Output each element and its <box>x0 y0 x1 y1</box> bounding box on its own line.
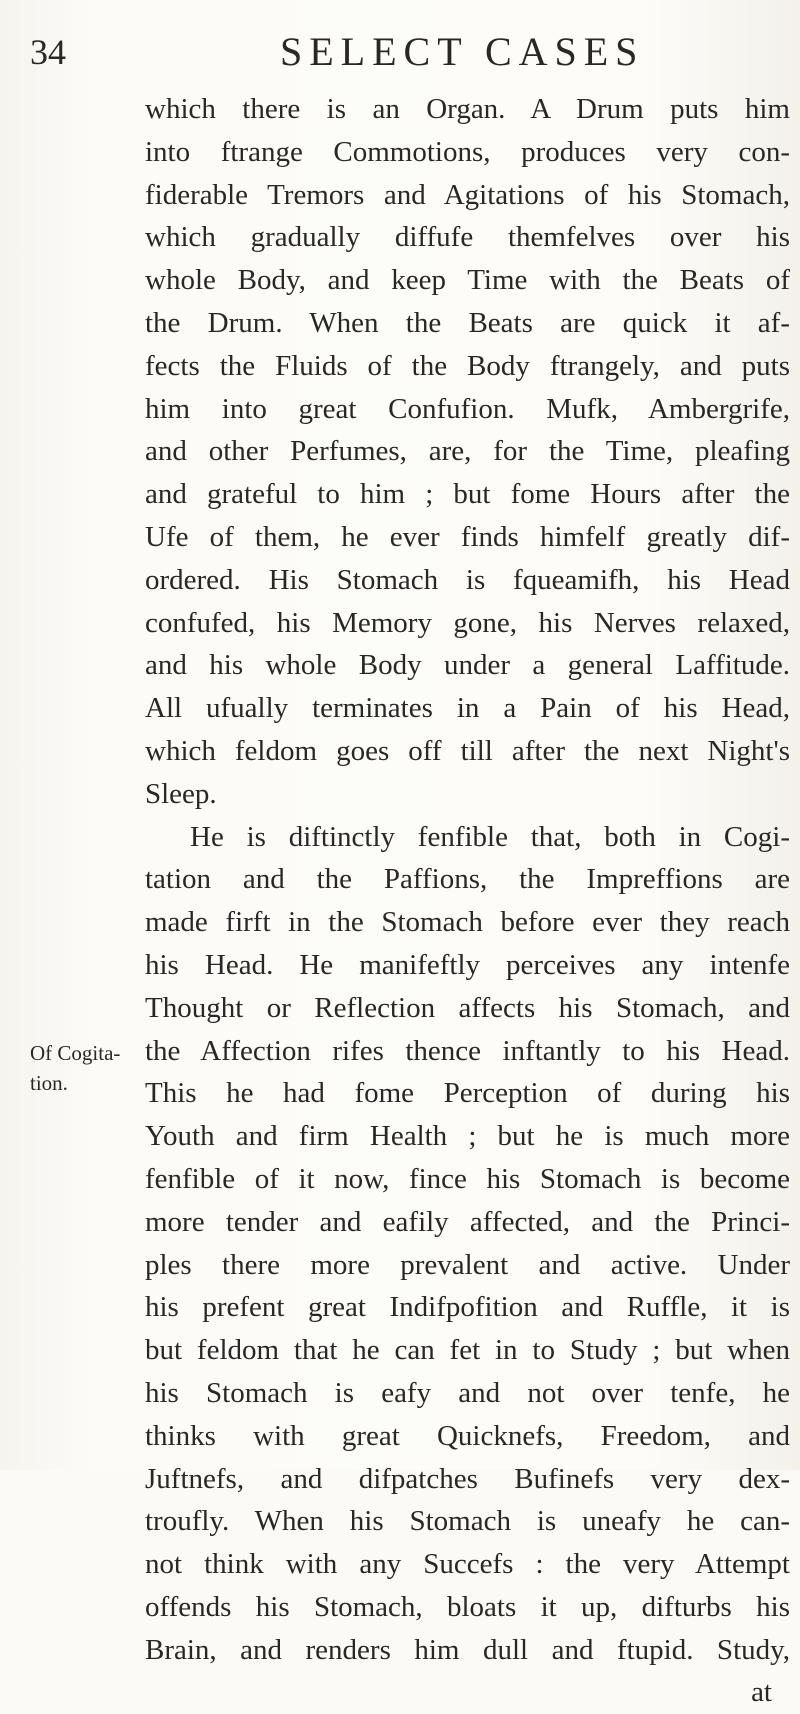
text-line: more tender and eafily affected, and the Princi- <box>145 1205 790 1238</box>
text-line: thinks with great Quicknefs, Freedom, and <box>145 1419 790 1452</box>
text-line: and grateful to him ; but fome Hours after the <box>145 478 790 511</box>
text-line: Thought or Reflection affects his Stomach, and <box>145 991 790 1024</box>
text-line: not think with any Succefs : the very Attempt <box>145 1548 790 1581</box>
catchword: at <box>751 1676 772 1709</box>
text-line: Youth and firm Health ; but he is much more <box>145 1120 790 1153</box>
text-line: the Affection rifes thence inftantly to his Head. <box>145 1034 790 1067</box>
text-line: made firft in the Stomach before ever they reach <box>145 906 790 939</box>
text-line: fenfible of it now, fince his Stomach is become <box>145 1162 790 1195</box>
margin-note-line: tion. <box>30 1071 68 1095</box>
text-line: offends his Stomach, bloats it up, difturbs his <box>145 1590 790 1623</box>
text-line: his prefent great Indifpofition and Ruffle, it is <box>145 1291 790 1324</box>
text-line: into ftrange Commotions, produces very con- <box>145 135 790 168</box>
text-line: fiderable Tremors and Agitations of his Stomach, <box>145 178 790 211</box>
margin-note <box>30 1038 130 1098</box>
text-line: ples there more prevalent and active. Under <box>145 1248 790 1281</box>
text-line: his Stomach is eafy and not over tenfe, he <box>145 1376 790 1409</box>
text-line: All ufually terminates in a Pain of his Head, <box>145 692 790 725</box>
text-line: and his whole Body under a general Laffitude. <box>145 649 790 682</box>
text-line: which feldom goes off till after the next Night's <box>145 734 790 767</box>
text-line: his Head. He manifeftly perceives any intenfe <box>145 948 790 981</box>
text-line: Juftnefs, and difpatches Bufinefs very dex- <box>145 1462 790 1495</box>
text-line: whole Body, and keep Time with the Beats of <box>145 264 790 297</box>
text-line: Ufe of them, he ever finds himfelf greatly dif- <box>145 520 790 553</box>
text-line: fects the Fluids of the Body ftrangely, and puts <box>145 349 790 382</box>
page-number: 34 <box>30 32 66 72</box>
text-line: Sleep. <box>145 777 217 810</box>
text-line: He is diftinctly fenfible that, both in Cogi- <box>190 820 790 853</box>
text-line: tation and the Paffions, the Impreffions are <box>145 863 790 896</box>
text-line: confufed, his Memory gone, his Nerves relaxed, <box>145 606 790 639</box>
text-line: ordered. His Stomach is fqueamifh, his Head <box>145 563 790 596</box>
margin-note-line: Of Cogita- <box>30 1041 121 1065</box>
text-line: him into great Confufion. Mufk, Ambergrife, <box>145 392 790 425</box>
text-line: but feldom that he can fet in to Study ; but when <box>145 1334 790 1367</box>
text-line: This he had fome Perception of during his <box>145 1077 790 1110</box>
text-line: Brain, and renders him dull and ftupid. Study, <box>145 1633 790 1666</box>
text-line: and other Perfumes, are, for the Time, pleafing <box>145 435 790 468</box>
text-line: troufly. When his Stomach is uneafy he can- <box>145 1505 790 1538</box>
text-line: the Drum. When the Beats are quick it af- <box>145 306 790 339</box>
text-line: which gradually diffufe themfelves over his <box>145 221 790 254</box>
body-text <box>145 88 790 1714</box>
page-header <box>0 22 800 82</box>
running-head: SELECT CASES <box>280 29 645 74</box>
text-line: which there is an Organ. A Drum puts him <box>145 93 790 125</box>
